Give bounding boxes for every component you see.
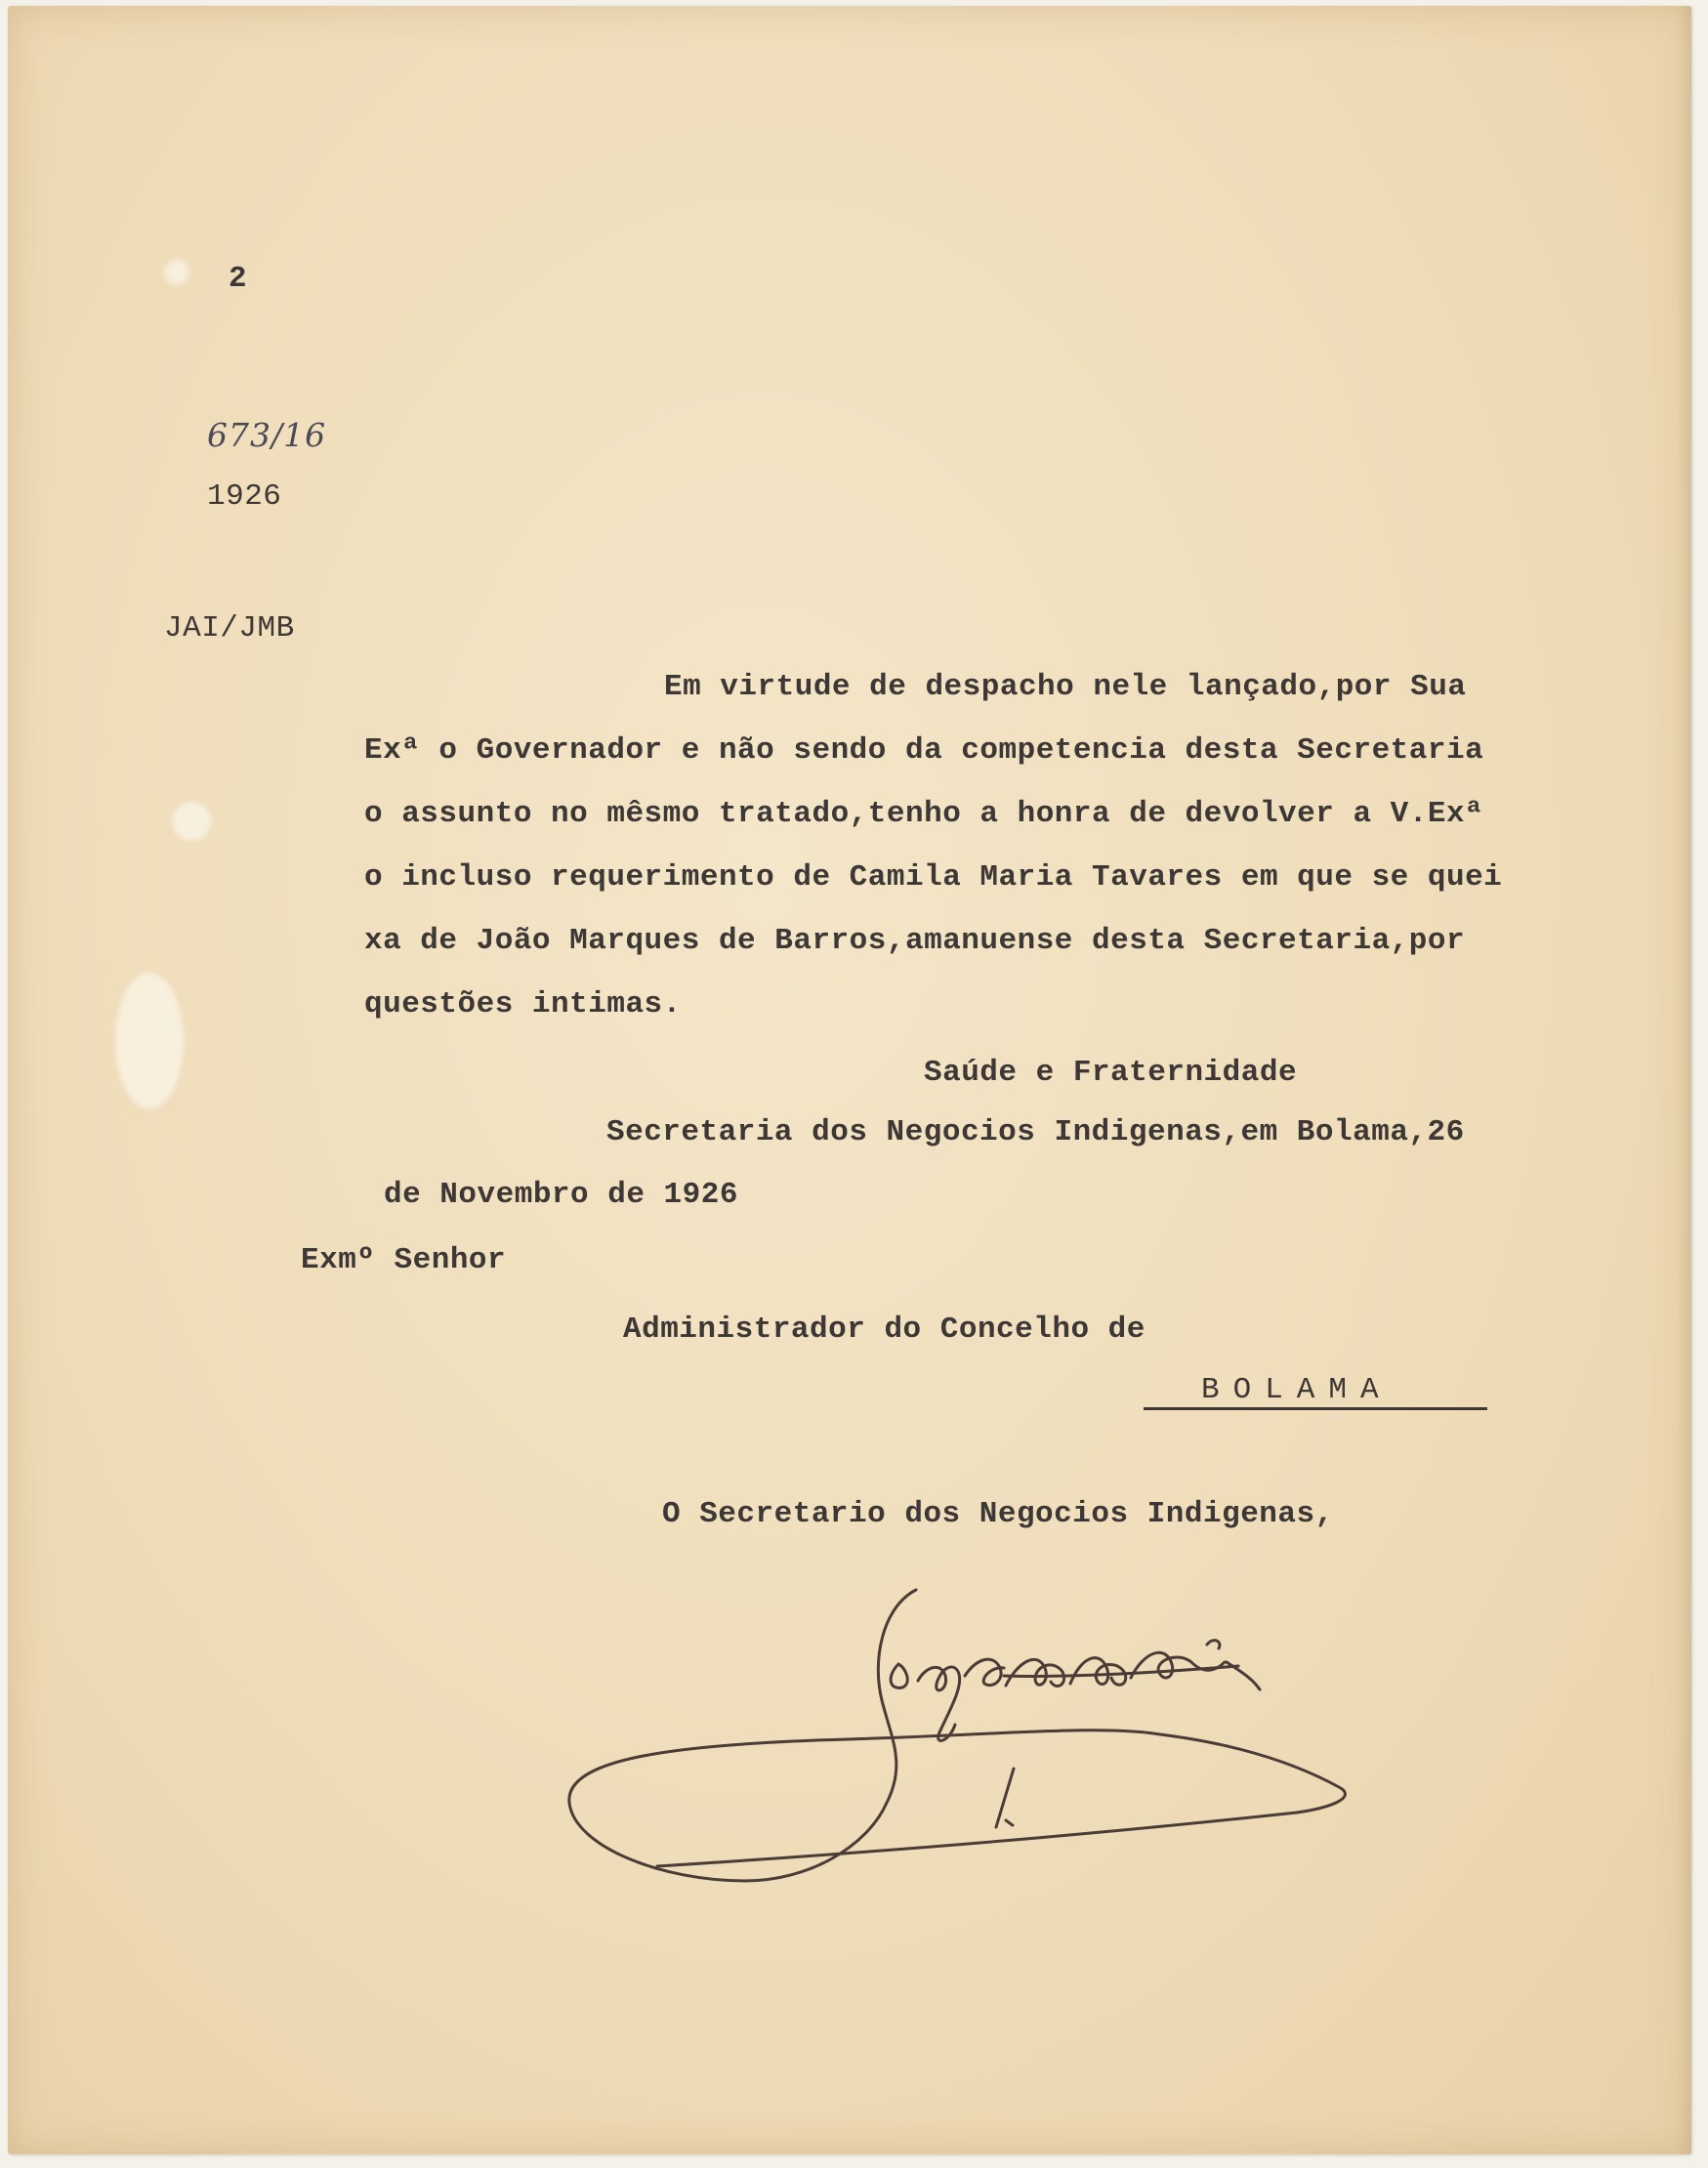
body-line-2: Exª o Governador e não sendo da competencia desta Secretaria [364,733,1484,768]
body-line-1: Em virtude de despacho nele lançado,por Sua [664,670,1467,704]
file-reference: 673/16 [207,416,327,454]
page-edge-shadow [1678,6,1691,2154]
salutation: Exmº Senhor [301,1243,507,1277]
closing-greeting: Saúde e Fraternidade [924,1056,1298,1090]
initials: JAI/JMB [164,611,295,646]
body-line-4: o incluso requerimento de Camila Maria Tavares em que se quei [364,860,1503,895]
signatory-title: O Secretario dos Negocios Indigenas, [662,1497,1334,1531]
document-page [8,6,1691,2154]
addressee-title: Administrador do Concelho de [623,1313,1146,1347]
place-date-line-2: de Novembro de 1926 [384,1178,738,1212]
paper-stain [172,802,211,841]
signature-icon [555,1568,1375,1900]
page-number: 2 [229,262,248,296]
addressee-place: BOLAMA [1201,1373,1393,1407]
body-line-5: xa de João Marques de Barros,amanuense desta Secretaria,por [364,924,1466,958]
paper-stain [115,973,184,1109]
body-line-3: o assunto no mêsmo tratado,tenho a honra de devolver a V.Exª [364,797,1484,831]
paper-stain [164,260,189,285]
file-year: 1926 [207,479,282,514]
addressee-underline [1144,1407,1487,1410]
place-date-line-1: Secretaria dos Negocios Indigenas,em Bolama,26 [606,1115,1465,1149]
body-line-6: questões intimas. [364,987,682,1021]
